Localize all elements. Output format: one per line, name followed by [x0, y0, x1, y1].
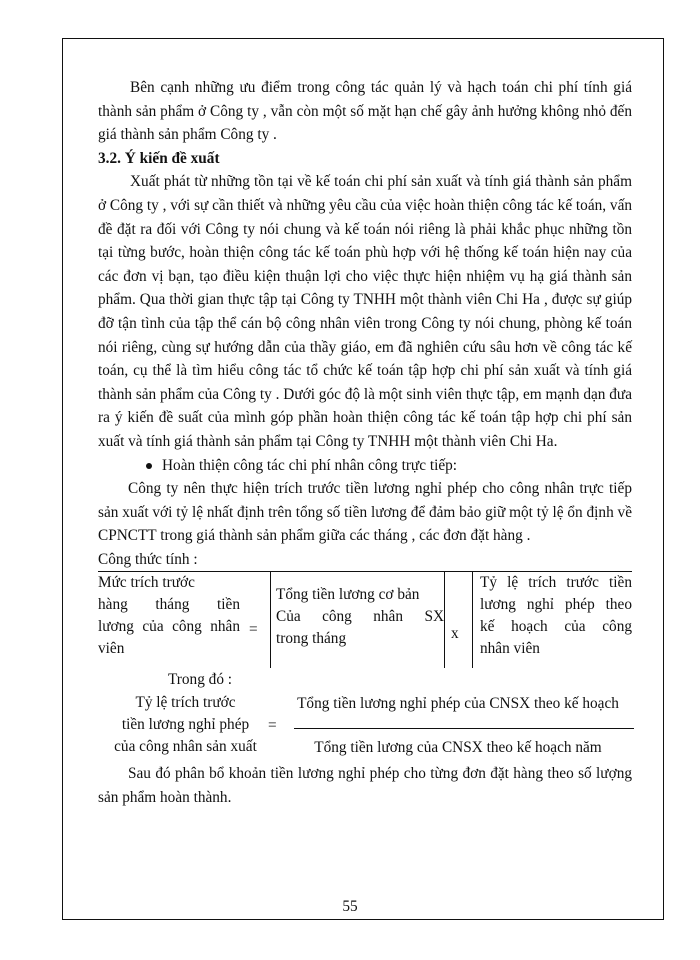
formula-accrual-rate: [98, 692, 632, 762]
bullet-item: [98, 454, 632, 478]
paragraph-accrual: Công ty nên thực hiện trích trước tiền lương nghỉ phép cho công nhân trực tiếp sản xuất với tỷ lệ nhất định trên tổng số tiền lương để đảm bảo giữ một tỷ lệ ổn định về CPNCTT trong giá thành sản phẩm giữa các tháng , các đơn đặt hàng .: [98, 480, 632, 545]
formula1-right-line: Tỷ lệ trích trước tiền: [480, 574, 632, 592]
formula1-divider: [472, 572, 473, 668]
page-number: 55: [342, 898, 358, 915]
formula2-left-line: Tỷ lệ trích trước: [135, 694, 236, 712]
formula1-left-line: lương của công nhân: [98, 618, 240, 636]
formula2-denominator: Tổng tiền lương của CNSX theo kế hoạch năm: [314, 739, 602, 757]
formula1-equals: =: [249, 621, 258, 639]
paragraph-limitations: Bên cạnh những ưu điểm trong công tác quản lý và hạch toán chi phí tính giá thành sản phẩm ở Công ty , vẫn còn một số mặt hạn chế gây ảnh hưởng không nhỏ đến giá thành sản phẩm Công ty .: [98, 79, 632, 144]
formula1-right-line: nhân viên: [480, 640, 540, 658]
paragraph-allocation: Sau đó phân bổ khoản tiền lương nghỉ phép cho từng đơn đặt hàng theo số lượng sản phẩm hoàn thành.: [98, 765, 632, 806]
formula1-right: [480, 572, 632, 660]
formula1-divider: [270, 572, 271, 668]
formula2-numerator: Tổng tiền lương nghỉ phép của CNSX theo kế hoạch: [297, 695, 619, 713]
formula1-left-line: viên: [98, 640, 125, 658]
bullet-text: Hoàn thiện công tác chi phí nhân công trực tiếp:: [162, 456, 458, 474]
paragraph-proposal: Xuất phát từ những tồn tại về kế toán chi phí sản xuất và tính giá thành sản phẩm ở Công ty , với sự cần thiết và những yêu cầu của việc hoàn thiện công tác kế toán, vấn đề đặt ra đối với Công ty nói chung và kế toán nói riêng là phải khắc phục những tồn tại từng bước, hoàn thiện công tác kế toán phù hợp với hệ thống kế toán hiện nay của các đơn vị bạn, tạo điều kiện thuận lợi cho việc thực hiện nhiệm vụ hạ giá thành sản phẩm. Qua thời gian thực tập tại Công ty TNHH một thành viên Chi Ha , được sự giúp đỡ tận tình của tập thể cán bộ công nhân viên trong Công ty nói chung, phòng kế toán nói riêng, cùng sự hướng dẫn của thầy giáo, em đã nghiên cứu sâu hơn về công tác kế toán, cụ thể là tìm hiểu công tác tổ chức kế toán tập hợp chi phí sản xuất và tính giá thành sản phẩm của Công ty . Dưới góc độ là một sinh viên thực tập, em mạnh dạn đưa ra ý kiến đề suất của mình góp phần hoàn thiện công tác kế toán tập hợp chi phí sản xuất và tính giá thành sản phẩm tại Công ty TNHH một thành viên Chi Ha.: [98, 173, 633, 450]
formula-label: Công thức tính :: [98, 550, 198, 568]
formula1-left-line: Mức trích trước: [98, 574, 195, 592]
formula1-left-line: hàng tháng tiền: [98, 596, 240, 614]
formula1-right-line: lương nghỉ phép theo: [480, 596, 632, 614]
formula2-left: [98, 692, 273, 758]
formula1-times: x: [451, 625, 459, 643]
formula1-middle: [276, 584, 444, 650]
formula1-left: [98, 572, 240, 660]
formula2-left-line: tiền lương nghỉ phép: [121, 716, 250, 734]
formula2-equals: =: [268, 717, 277, 735]
formula2-left-line: của công nhân sản xuất: [114, 738, 257, 756]
section-heading: 3.2. Ý kiến đề xuất: [98, 149, 220, 167]
where-label: Trong đó :: [168, 671, 233, 689]
formula1-middle-line: Tổng tiền lương cơ bản: [276, 586, 420, 604]
formula1-middle-line: Của công nhân SX: [276, 608, 444, 626]
formula1-right-line: kế hoạch của công: [480, 618, 632, 636]
bullet-dot-icon: [146, 463, 152, 469]
formula1-middle-line: trong tháng: [276, 630, 347, 648]
formula2-fraction-bar: [294, 728, 634, 729]
formula-monthly-accrual: [98, 572, 632, 668]
document-body: [98, 76, 632, 809]
formula1-divider: [444, 572, 445, 668]
